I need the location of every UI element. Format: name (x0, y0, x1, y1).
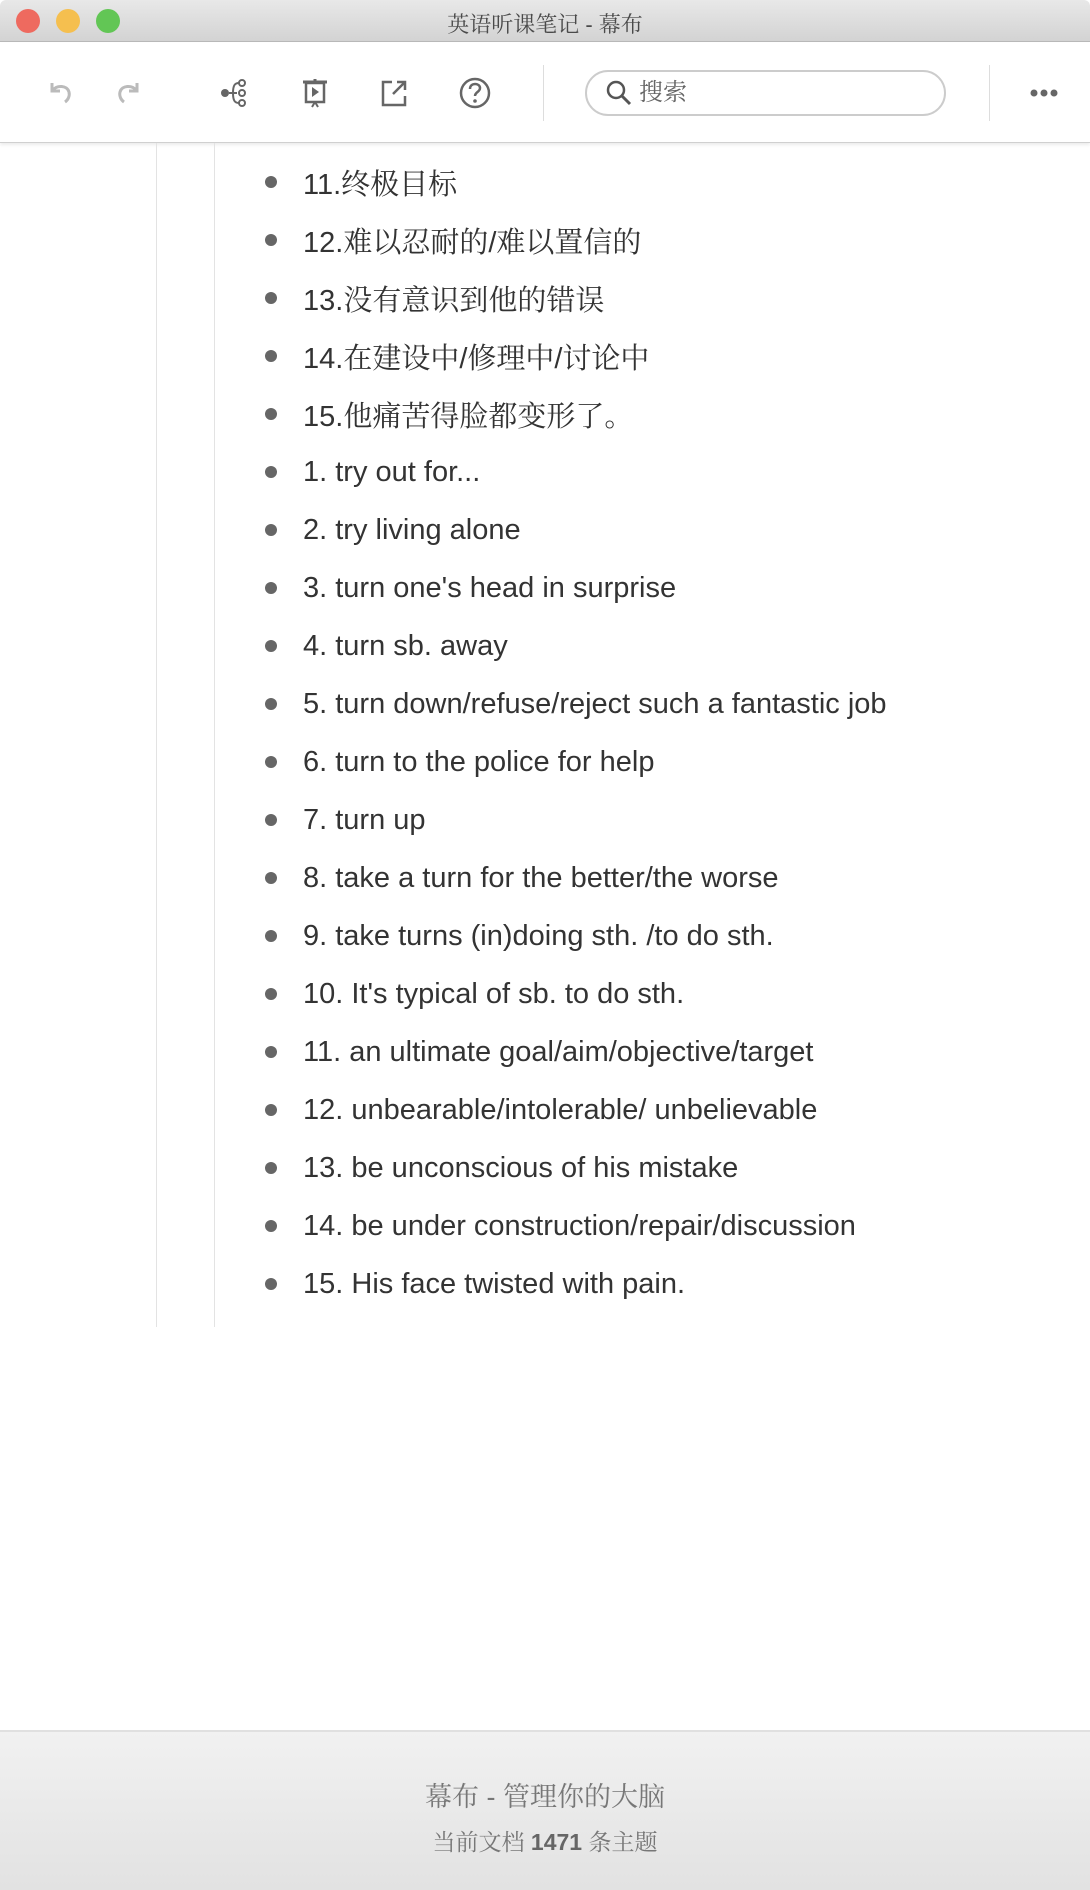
help-icon (457, 75, 493, 111)
outline-item-text[interactable]: 7. turn up (303, 803, 426, 836)
bullet-icon[interactable] (265, 1220, 277, 1232)
bullet-icon[interactable] (265, 1278, 277, 1290)
bullet-icon[interactable] (265, 292, 277, 304)
outline-item-text[interactable]: 1. try out for... (303, 455, 481, 488)
outline-item-text[interactable]: 3. turn one's head in surprise (303, 571, 677, 604)
outline-item[interactable] (0, 791, 1090, 849)
bullet-icon[interactable] (265, 1162, 277, 1174)
outline-item[interactable] (0, 1023, 1090, 1081)
bullet-icon[interactable] (265, 814, 277, 826)
bullet-icon[interactable] (265, 698, 277, 710)
title-bar (0, 0, 1090, 42)
undo-icon (42, 75, 78, 111)
footer (0, 1730, 1090, 1890)
count-value: 1471 (530, 1829, 583, 1855)
outline-item-text[interactable]: 13.没有意识到他的错误 (303, 284, 605, 317)
search-input[interactable] (639, 79, 919, 107)
footer-slogan: 幕布 - 管理你的大脑 (425, 1782, 665, 1812)
export-button[interactable] (374, 73, 414, 113)
bullet-icon[interactable] (265, 234, 277, 246)
export-icon (376, 75, 412, 111)
outline-item-text[interactable]: 12. unbearable/intolerable/ unbelievable (303, 1093, 818, 1126)
outline-item-text[interactable]: 11. an ultimate goal/aim/objective/target (303, 1035, 814, 1068)
toolbar-divider (989, 65, 990, 121)
outline-item[interactable] (0, 443, 1090, 501)
outline-item-text[interactable]: 14. be under construction/repair/discussion (303, 1209, 856, 1242)
outline-item[interactable] (0, 153, 1090, 211)
toolbar (0, 43, 1090, 143)
outline-item-text[interactable]: 11.终极目标 (303, 168, 458, 201)
bullet-icon[interactable] (265, 1104, 277, 1116)
bullet-icon[interactable] (265, 756, 277, 768)
outline-item-text[interactable]: 10. It's typical of sb. to do sth. (303, 977, 685, 1010)
toolbar-divider (543, 65, 544, 121)
topic-count (0, 1824, 1090, 1857)
outline-item[interactable] (0, 617, 1090, 675)
outline-item[interactable] (0, 327, 1090, 385)
outline-item-text[interactable]: 13. be unconscious of his mistake (303, 1151, 739, 1184)
outline-item-text[interactable]: 15.他痛苦得脸都变形了。 (303, 400, 634, 433)
undo-button[interactable] (40, 73, 80, 113)
outline-item-text[interactable]: 12.难以忍耐的/难以置信的 (303, 226, 642, 259)
presentation-button[interactable] (295, 73, 335, 113)
count-prefix: 当前文档 (432, 1829, 525, 1855)
outline-item[interactable] (0, 675, 1090, 733)
more-button[interactable] (1024, 73, 1064, 113)
outline-list (0, 153, 1090, 1313)
outline-item-text[interactable]: 8. take a turn for the better/the worse (303, 861, 779, 894)
outline-item[interactable] (0, 1197, 1090, 1255)
outline-item[interactable] (0, 385, 1090, 443)
outline-item[interactable] (0, 559, 1090, 617)
bullet-icon[interactable] (265, 582, 277, 594)
bullet-icon[interactable] (265, 872, 277, 884)
outline-item-text[interactable]: 9. take turns (in)doing sth. /to do sth. (303, 919, 774, 952)
bullet-icon[interactable] (265, 408, 277, 420)
outline-item[interactable] (0, 907, 1090, 965)
bullet-icon[interactable] (265, 466, 277, 478)
outline-item-text[interactable]: 6. turn to the police for help (303, 745, 655, 778)
outline-item[interactable] (0, 1081, 1090, 1139)
outline-item-text[interactable]: 5. turn down/refuse/reject such a fantastic job (303, 687, 887, 720)
redo-icon (111, 75, 147, 111)
count-suffix: 条主题 (588, 1829, 658, 1855)
bullet-icon[interactable] (265, 930, 277, 942)
window-title: 英语听课笔记 - 幕布 (447, 12, 643, 37)
outline-item[interactable] (0, 733, 1090, 791)
bullet-icon[interactable] (265, 524, 277, 536)
outline-item[interactable] (0, 849, 1090, 907)
outline-item-text[interactable]: 4. turn sb. away (303, 629, 508, 662)
redo-button[interactable] (109, 73, 149, 113)
bullet-icon[interactable] (265, 350, 277, 362)
presentation-icon (297, 75, 333, 111)
search-box[interactable] (585, 70, 946, 116)
bullet-icon[interactable] (265, 640, 277, 652)
more-icon (1026, 75, 1062, 111)
bullet-icon[interactable] (265, 1046, 277, 1058)
outline-item[interactable] (0, 1139, 1090, 1197)
mindmap-button[interactable] (215, 73, 255, 113)
help-button[interactable] (455, 73, 495, 113)
search-icon (605, 79, 633, 107)
outline-item-text[interactable]: 15. His face twisted with pain. (303, 1267, 686, 1300)
outline-item[interactable] (0, 211, 1090, 269)
outline-item[interactable] (0, 501, 1090, 559)
mindmap-icon (217, 75, 253, 111)
outline-item-text[interactable]: 2. try living alone (303, 513, 521, 546)
outline-item[interactable] (0, 1255, 1090, 1313)
outline-item-text[interactable]: 14.在建设中/修理中/讨论中 (303, 342, 650, 375)
bullet-icon[interactable] (265, 176, 277, 188)
outline-item[interactable] (0, 269, 1090, 327)
outline-item[interactable] (0, 965, 1090, 1023)
bullet-icon[interactable] (265, 988, 277, 1000)
